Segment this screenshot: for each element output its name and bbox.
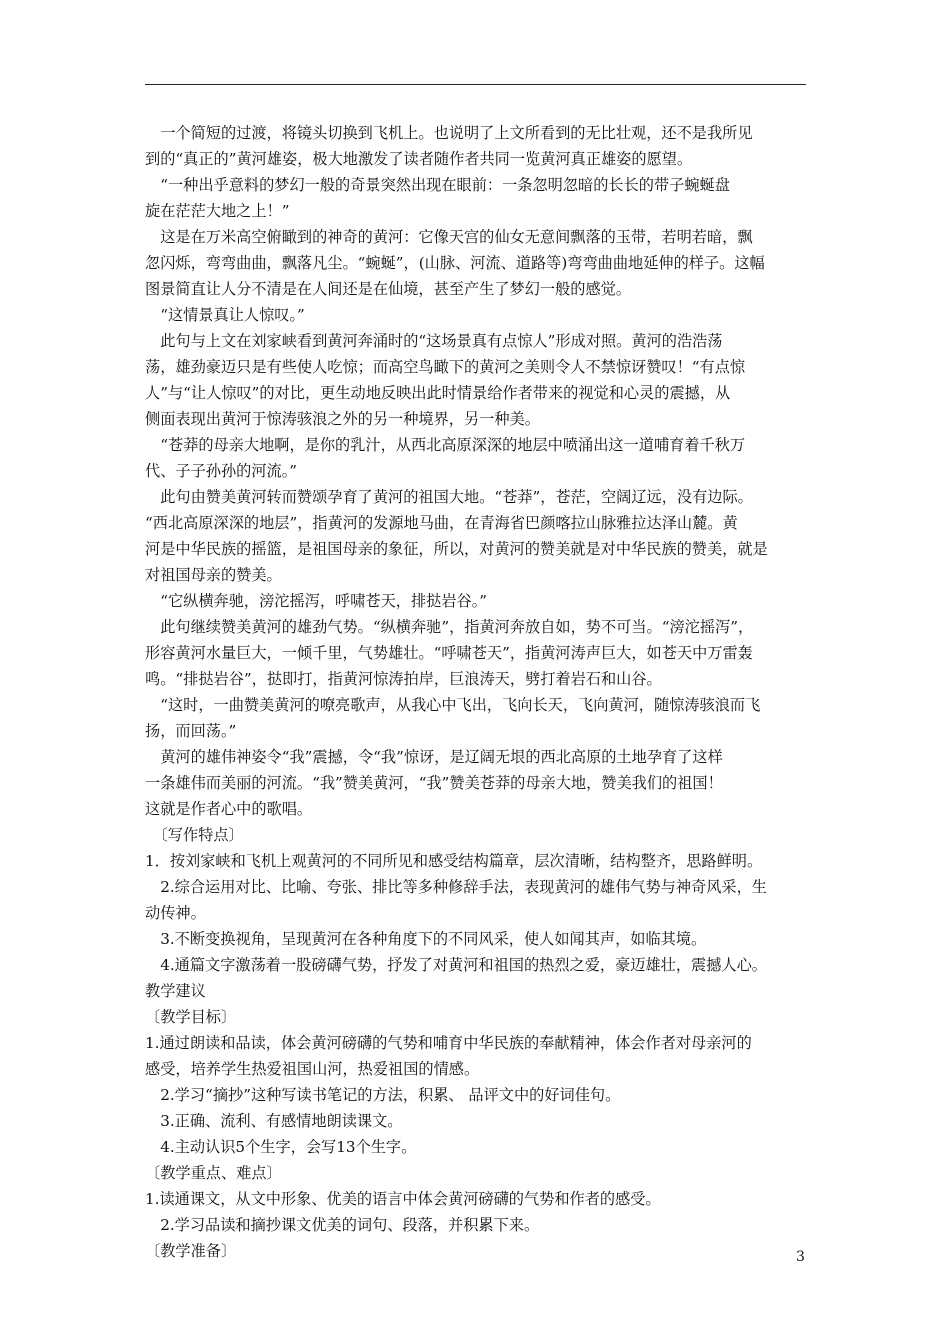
text-line: 教学建议 [145, 982, 206, 1000]
text-line: 一条雄伟而美丽的河流。“我”赞美黄河，“我”赞美苍莽的母亲大地，赞美我们的祖国！ [145, 774, 723, 792]
text-line: 河是中华民族的摇篮，是祖国母亲的象征，所以，对黄河的赞美就是对中华民族的赞美，就是 [145, 540, 768, 558]
text-line: 1．按刘家峡和飞机上观黄河的不同所见和感受结构篇章，层次清晰，结构整齐，思路鲜明。 [145, 852, 763, 870]
text-line: 1.读通课文，从文中形象、优美的语言中体会黄河磅礴的气势和作者的感受。 [145, 1190, 661, 1208]
text-line: 此句由赞美黄河转而赞颂孕育了黄河的祖国大地。“苍莽”，苍茫，空阔辽远，没有边际。 [145, 488, 753, 506]
text-line: 4.通篇文字激荡着一股磅礴气势，抒发了对黄河和祖国的热烈之爱，豪迈雄壮，震撼人心。 [145, 956, 767, 974]
page-number: 3 [796, 1249, 805, 1265]
text-line: 对祖国母亲的赞美。 [145, 566, 282, 584]
text-line: 荡，雄劲豪迈只是有些使人吃惊；而高空鸟瞰下的黄河之美则令人不禁惊讶赞叹！“有点惊 [145, 358, 746, 376]
text-line: 〔教学准备〕 [145, 1242, 237, 1260]
text-line: 侧面表现出黄河于惊涛骇浪之外的另一种境界，另一种美。 [145, 410, 540, 428]
text-line: 2.综合运用对比、比喻、夸张、排比等多种修辞手法，表现黄河的雄伟气势与神奇风采，生 [145, 878, 767, 896]
text-line: 3.不断变换视角，呈现黄河在各种角度下的不同风采，使人如闻其声，如临其境。 [145, 930, 707, 948]
text-line: 〔写作特点〕 [145, 826, 244, 844]
text-line: “这时，一曲赞美黄河的嘹亮歌声，从我心中飞出，飞向长天，飞向黄河，随惊涛骇浪而飞 [145, 696, 761, 714]
text-line: “西北高原深深的地层”，指黄河的发源地马曲，在青海省巴颜喀拉山脉雅拉达泽山麓。黄 [145, 514, 738, 532]
text-line: 3.正确、流利、有感情地朗读课文。 [145, 1112, 403, 1130]
text-line: 这就是作者心中的歌唱。 [145, 800, 313, 818]
text-line: 4.主动认识5个生字，会写13个生字。 [145, 1138, 417, 1156]
text-line: 1.通过朗读和品读，体会黄河磅礴的气势和哺育中华民族的奉献精神，体会作者对母亲河的 [145, 1034, 752, 1052]
text-line: 忽闪烁，弯弯曲曲，飘落凡尘。“蜿蜒”，(山脉、河流、道路等)弯弯曲曲地延伸的样子。这幅 [145, 254, 765, 272]
text-line: 到的“真正的”黄河雄姿，极大地激发了读者随作者共同一览黄河真正雄姿的愿望。 [145, 150, 693, 168]
document-body [145, 120, 810, 1264]
text-line: “苍莽的母亲大地啊，是你的乳汁，从西北高原深深的地层中喷涌出这一道哺育着千秋万 [145, 436, 746, 454]
text-line: 形容黄河水量巨大，一倾千里，气势雄壮。“呼啸苍天”，指黄河涛声巨大，如苍天中万雷轰 [145, 644, 753, 662]
text-line: 旋在茫茫大地之上！” [145, 202, 290, 220]
text-line: 扬，而回荡。” [145, 722, 237, 740]
text-line: 2.学习“摘抄”这种写读书笔记的方法，积累、 品评文中的好词佳句。 [145, 1086, 621, 1104]
text-line: 这是在万米高空俯瞰到的神奇的黄河：它像天宫的仙女无意间飘落的玉带，若明若暗，飘 [145, 228, 753, 246]
text-line: 此句继续赞美黄河的雄劲气势。“纵横奔驰”，指黄河奔放自如，势不可当。“滂沱摇泻”， [145, 618, 754, 636]
text-line: 此句与上文在刘家峡看到黄河奔涌时的“这场景真有点惊人”形成对照。黄河的浩浩荡 [145, 332, 723, 350]
text-line: 代、子子孙孙的河流。” [145, 462, 298, 480]
text-line: 人”与“让人惊叹”的对比，更生动地反映出此时情景给作者带来的视觉和心灵的震撼，从 [145, 384, 731, 402]
text-line: 动传神。 [145, 904, 206, 922]
text-line: 鸣。“排挞岩谷”，挞即打，指黄河惊涛拍岸，巨浪涛天，劈打着岩石和山谷。 [145, 670, 662, 688]
text-line: “这情景真让人惊叹。” [145, 306, 305, 324]
text-line: 〔教学重点、难点〕 [145, 1164, 282, 1182]
text-line: 感受，培养学生热爱祖国山河，热爱祖国的情感。 [145, 1060, 480, 1078]
text-line: 图景简直让人分不清是在人间还是在仙境，甚至产生了梦幻一般的感觉。 [145, 280, 631, 298]
text-line: “一种出乎意料的梦幻一般的奇景突然出现在眼前：一条忽明忽暗的长长的带子蜿蜒盘 [145, 176, 730, 194]
text-line: 黄河的雄伟神姿令“我”震撼，令“我”惊讶，是辽阔无垠的西北高原的土地孕育了这样 [145, 748, 723, 766]
text-line: “它纵横奔驰，滂沱摇泻，呼啸苍天，排挞岩谷。” [145, 592, 488, 610]
text-line: 〔教学目标〕 [145, 1008, 237, 1026]
text-line: 一个简短的过渡，将镜头切换到飞机上。也说明了上文所看到的无比壮观，还不是我所见 [145, 124, 753, 142]
text-line: 2.学习品读和摘抄课文优美的词句、段落，并积累下来。 [145, 1216, 540, 1234]
header-rule [145, 84, 806, 85]
